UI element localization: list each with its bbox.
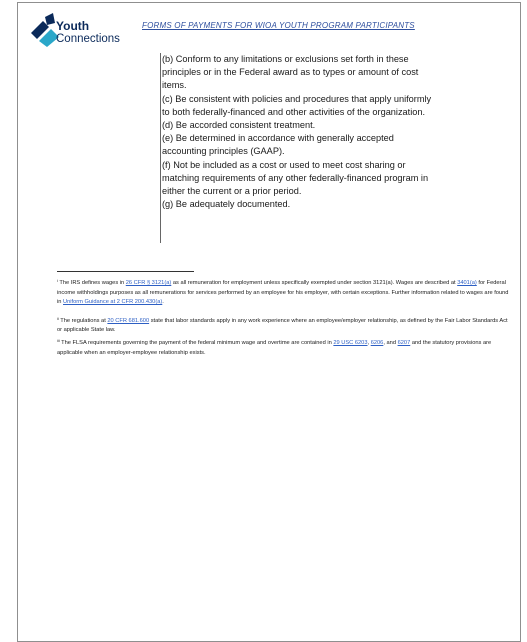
footnote-link[interactable]: 3401(a) [457,280,477,286]
footnote-2 [57,314,512,336]
footnotes [57,276,512,358]
footnote-link[interactable]: 20 CFR 681.600 [107,317,150,324]
footnote-marker: ii [57,315,59,321]
footnote-link[interactable]: Uniform Guidance at 2 CFR 200.430(a) [63,299,163,306]
footnote-marker: i [57,278,58,283]
body-line: (b) Conform to any limitations or exclusions set forth in these [162,54,409,64]
page-header-title: FORMS OF PAYMENTS FOR WIOA YOUTH PROGRAM PARTICIPANTS [142,21,415,30]
footnote-text: The FLSA requirements governing the payment of the federal minimum wage and overtime are contained in [59,339,334,346]
footnote-text: The IRS defines wages in [57,280,126,286]
footnote-text: , and [383,339,398,346]
youth-connections-logo [29,13,149,53]
body-text [162,53,492,211]
footnote-marker: iii [57,337,60,343]
body-line: items. [162,80,187,91]
footnote-text: . [162,299,164,306]
footnote-3 [57,336,512,358]
body-line: (f) Not be included as a cost or used to meet cost sharing or [162,159,406,170]
footnote-text: for Federal income withholdings purposes as all remunerations for services performed by an employee for his employer, with certain exceptions. Further information related to wages are found in [57,280,509,306]
body-line: (e) Be determined in accordance with generally accepted [162,133,394,144]
content-left-rule [160,53,161,243]
body-line: to both federally-financed and other activities of the organization. [162,106,426,117]
body-line: (c) Be consistent with policies and procedures that apply uniformly [162,93,432,104]
footnote-link[interactable]: 6207 [397,339,411,346]
footnote-text: state that labor standards apply in any work experience where an employee/employer relationship, as defined by the Fair Labor Standards Act or applicable State law. [57,317,508,334]
footnote-1 [57,276,512,308]
body-line: (g) Be adequately documented. [162,199,291,210]
footnote-link[interactable]: 6206 [370,339,384,346]
body-line: accounting principles (GAAP). [162,146,285,157]
footnote-separator [57,271,194,272]
body-line: either the current or a prior period. [162,186,302,197]
body-line: principles or in the Federal award as to types or amount of cost [162,67,419,78]
logo-text [56,20,120,45]
footnote-text: , [367,339,371,346]
logo-line-2: Connections [56,33,120,45]
logo-line-1: Youth [56,19,90,33]
footnote-text: and the statutory provisions are applicable when an employer-employee relationship exists. [57,339,492,356]
footnote-text: as all remuneration for employment unless specifically exempted under section 3121(a). Wages are described at [171,280,458,286]
footnote-link[interactable]: 26 CFR § 3121(a) [125,280,172,286]
body-line: matching requirements of any other federally-financed program in [162,172,429,183]
document-page [17,2,521,642]
footnote-link[interactable]: 29 USC 6203 [333,339,368,346]
footnote-text: The regulations at [58,317,108,324]
body-line: (d) Be accorded consistent treatment. [162,120,316,131]
